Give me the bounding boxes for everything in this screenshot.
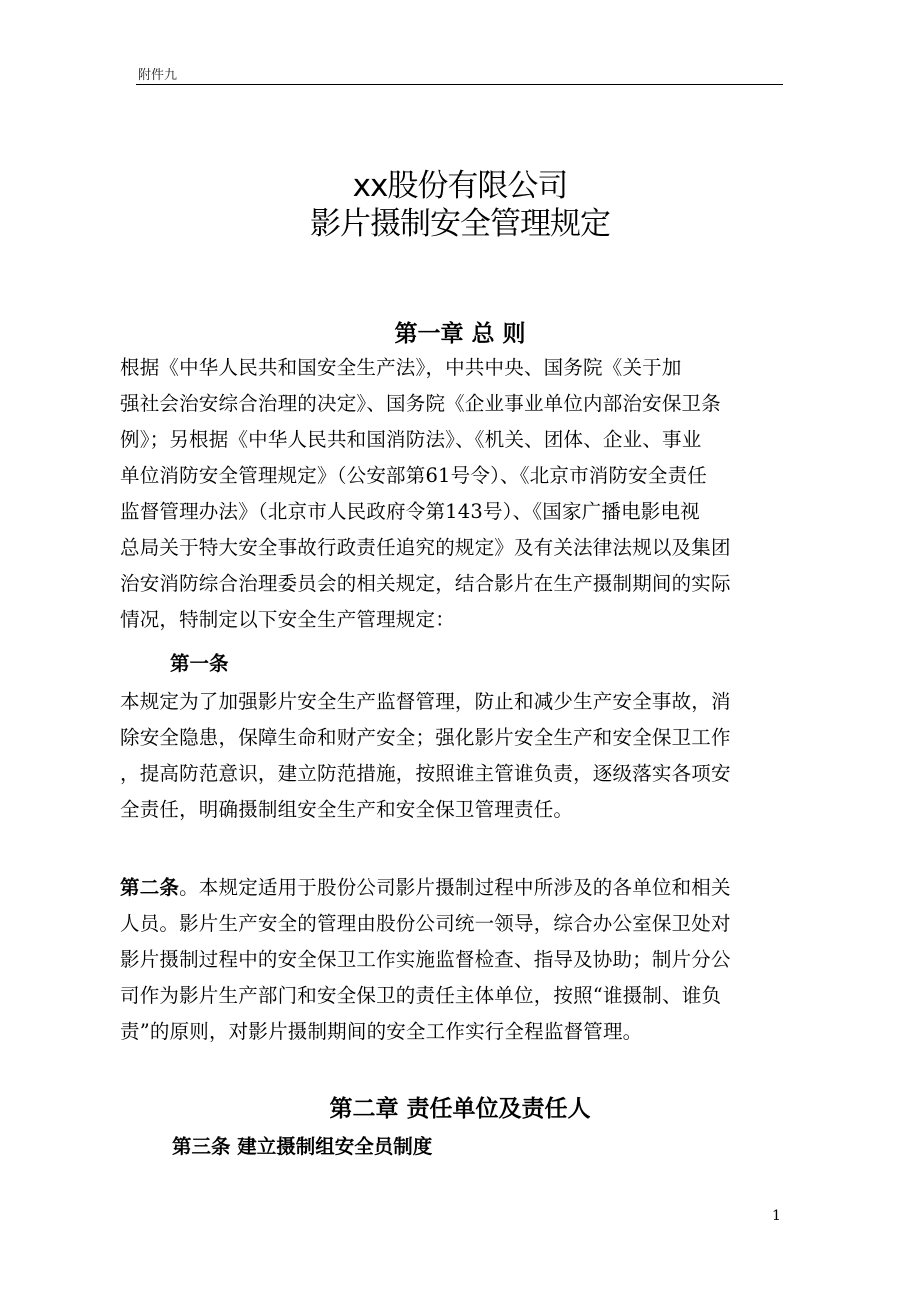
article-2-line: 人员。影片生产安全的管理由股份公司统一领导，综合办公室保卫处对	[120, 912, 731, 935]
chapter-2-heading: 第二章 责任单位及责任人	[329, 1096, 591, 1122]
company-title: xx股份有限公司	[352, 168, 568, 204]
attachment-label: 附件九	[138, 68, 178, 83]
intro-line: 例》；另根据《中华人民共和国消防法》、《机关、团体、企业、事业	[120, 428, 702, 451]
article-1-line: ，提高防范意识，建立防范措施，按照谁主管谁负责，逐级落实各项安	[120, 762, 731, 785]
intro-line: 强社会治安综合治理的决定》、国务院《企业事业单位内部治安保卫条	[120, 392, 721, 415]
article-2-line: 司作为影片生产部门和安全保卫的责任主体单位，按照“谁摄制、谁负	[120, 984, 722, 1007]
article-2-line: 责”的原则，对影片摄制期间的安全工作实行全程监督管理。	[120, 1020, 643, 1043]
intro-line: 情况，特制定以下安全生产管理规定：	[120, 608, 455, 631]
article-1-line: 除安全隐患，保障生命和财产安全；强化影片安全生产和安全保卫工作	[120, 726, 731, 749]
chapter-1-heading: 第一章 总 则	[394, 321, 526, 347]
intro-line: 总局关于特大安全事故行政责任追究的规定》及有关法律法规以及集团	[120, 536, 731, 559]
document-title: 影片摄制安全管理规定	[310, 206, 610, 242]
article-2-first-line-text: 。本规定适用于股份公司影片摄制过程中所涉及的各单位和相关	[179, 876, 731, 899]
article-1-line: 本规定为了加强影片安全生产监督管理，防止和减少生产安全事故，消	[120, 690, 731, 713]
article-1-line: 全责任，明确摄制组安全生产和安全保卫管理责任。	[120, 798, 574, 821]
article-2-line: 影片摄制过程中的安全保卫工作实施监督检查、指导及协助；制片分公	[120, 948, 731, 971]
intro-line: 单位消防安全管理规定》（公安部第61号令）、《北京市消防安全责任	[120, 464, 707, 487]
intro-line: 根据《中华人民共和国安全生产法》，中共中央、国务院《关于加	[120, 356, 682, 379]
intro-line: 治安消防综合治理委员会的相关规定，结合影片在生产摄制期间的实际	[120, 572, 731, 595]
article-1-label: 第一条	[170, 652, 229, 675]
article-2-first-line	[120, 875, 800, 900]
page-number: 1	[772, 1208, 781, 1224]
article-2-label: 第二条	[120, 876, 180, 899]
intro-line: 监督管理办法》（北京市人民政府令第143号）、《国家广播电影电视	[120, 500, 700, 523]
article-3-label: 第三条 建立摄制组安全员制度	[172, 1135, 433, 1158]
header-divider	[136, 84, 783, 85]
